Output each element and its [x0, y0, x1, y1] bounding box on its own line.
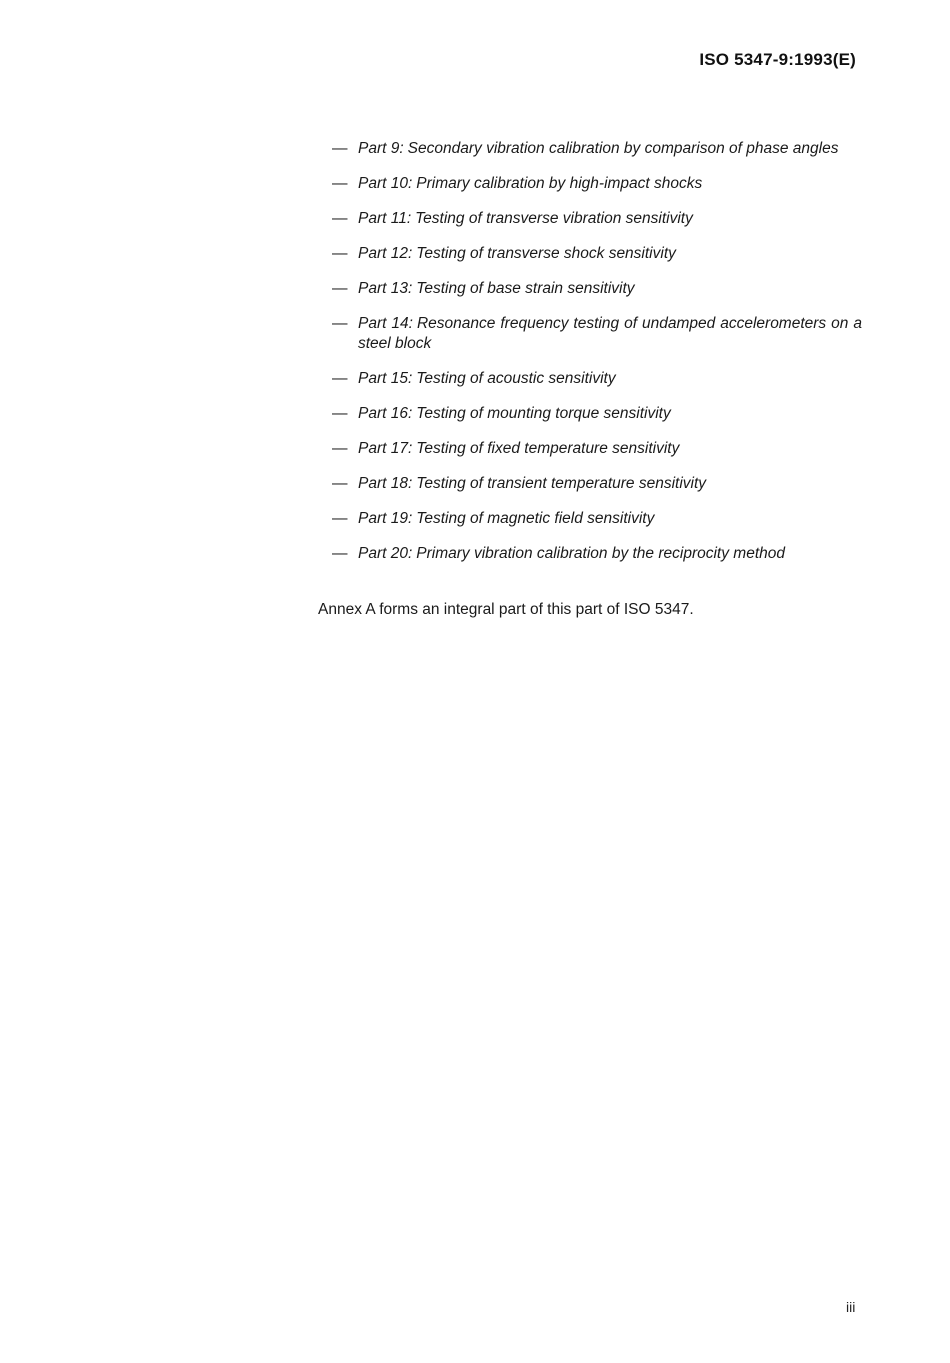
part-text: [358, 404, 862, 424]
part-text: [358, 509, 862, 529]
annex-note: Annex A forms an integral part of this part of ISO 5347.: [318, 601, 694, 618]
list-item: [332, 139, 862, 159]
dash-bullet: —: [332, 175, 348, 192]
part-text: [358, 314, 862, 354]
list-item: [332, 174, 862, 194]
dash-bullet: —: [332, 510, 348, 527]
list-item: [332, 509, 862, 529]
list-item: [332, 439, 862, 459]
dash-bullet: —: [332, 545, 348, 562]
part-title: Testing of transverse shock sensitivity: [416, 245, 676, 262]
dash-bullet: —: [332, 370, 348, 387]
part-title: Testing of base strain sensitivity: [416, 280, 635, 297]
part-number: Part 20:: [358, 545, 413, 562]
part-text: [358, 279, 862, 299]
dash-bullet: —: [332, 280, 348, 297]
dash-bullet: —: [332, 405, 348, 422]
part-number: Part 18:: [358, 475, 413, 492]
part-number: Part 13:: [358, 280, 413, 297]
part-number: Part 16:: [358, 405, 413, 422]
part-title: Testing of mounting torque sensitivity: [416, 405, 671, 422]
part-text: [358, 439, 862, 459]
part-title: Testing of transient temperature sensitivity: [416, 475, 707, 492]
part-title: Secondary vibration calibration by comparison of phase angles: [407, 140, 839, 157]
part-number: Part 9:: [358, 140, 404, 157]
list-item: [332, 544, 862, 564]
part-text: [358, 174, 862, 194]
document-header: ISO 5347-9:1993(E): [699, 50, 856, 69]
part-number: Part 19:: [358, 510, 413, 527]
part-title: Testing of transverse vibration sensitivity: [415, 210, 693, 227]
part-number: Part 15:: [358, 370, 413, 387]
parts-list: [332, 139, 862, 579]
part-number: Part 12:: [358, 245, 413, 262]
list-item: [332, 244, 862, 264]
part-text: [358, 139, 862, 159]
page-number: iii: [846, 1299, 856, 1315]
dash-bullet: —: [332, 140, 348, 157]
dash-bullet: —: [332, 245, 348, 262]
part-text: [358, 544, 862, 564]
dash-bullet: —: [332, 475, 348, 492]
part-number: Part 10:: [358, 175, 413, 192]
part-title: Resonance frequency testing of undamped accelerometers on a steel block: [358, 315, 863, 352]
list-item: [332, 404, 862, 424]
part-text: [358, 474, 862, 494]
part-title: Testing of magnetic field sensitivity: [416, 510, 655, 527]
list-item: [332, 369, 862, 389]
part-title: Testing of acoustic sensitivity: [416, 370, 616, 387]
list-item: [332, 279, 862, 299]
list-item: [332, 314, 862, 354]
part-title: Primary vibration calibration by the reciprocity method: [416, 545, 785, 562]
dash-bullet: —: [332, 210, 348, 227]
list-item: [332, 474, 862, 494]
part-number: Part 11:: [358, 210, 412, 227]
part-text: [358, 244, 862, 264]
part-text: [358, 209, 862, 229]
part-number: Part 17:: [358, 440, 413, 457]
list-item: [332, 209, 862, 229]
part-title: Primary calibration by high-impact shocks: [416, 175, 703, 192]
dash-bullet: —: [332, 315, 348, 332]
part-text: [358, 369, 862, 389]
dash-bullet: —: [332, 440, 348, 457]
part-title: Testing of fixed temperature sensitivity: [416, 440, 680, 457]
part-number: Part 14:: [358, 315, 413, 332]
